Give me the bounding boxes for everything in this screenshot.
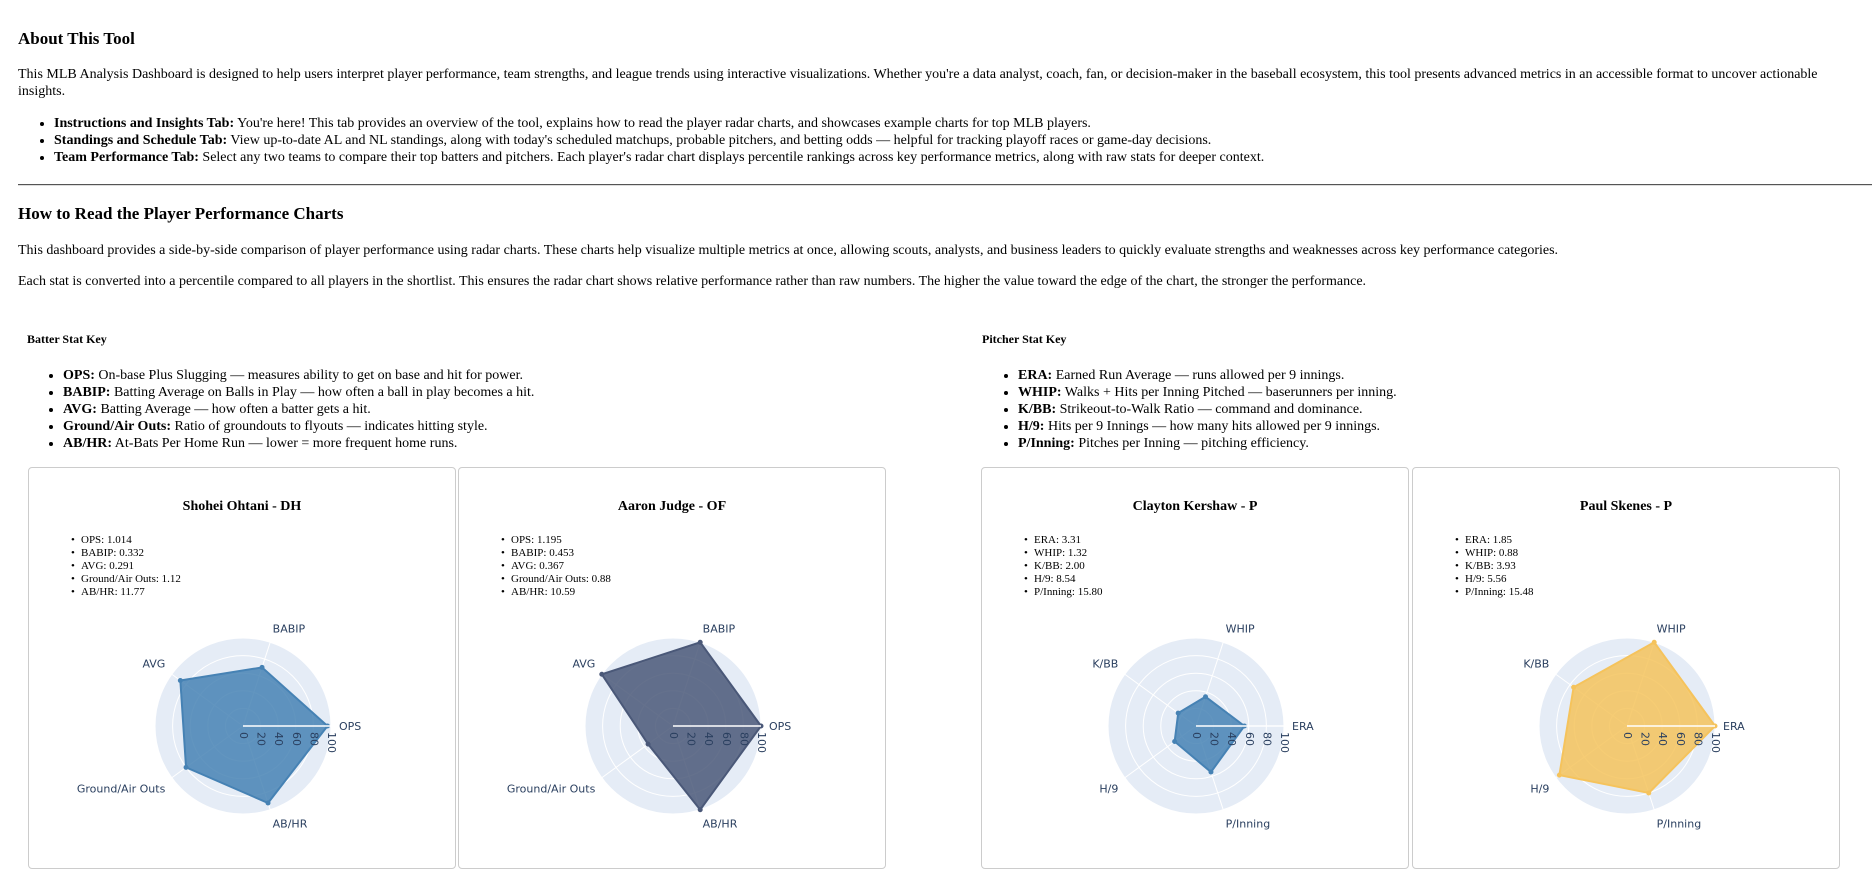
key-text: Hits per 9 Innings — how many hits allowed per 9 innings. xyxy=(1044,419,1381,434)
about-item-label: Standings and Schedule Tab: xyxy=(54,133,228,148)
angular-axis-label: H/9 xyxy=(1530,782,1550,796)
player-stats xyxy=(1453,534,1533,599)
radar-point xyxy=(1172,739,1177,744)
angular-axis-label: AVG xyxy=(572,657,596,671)
angular-axis-label: P/Inning xyxy=(1656,817,1702,831)
player-title: Aaron Judge - OF xyxy=(617,499,727,514)
angular-axis-label: K/BB xyxy=(1092,657,1119,671)
angular-axis-label: ERA xyxy=(1723,720,1745,733)
radar-chart[interactable] xyxy=(459,618,887,868)
radar-chart[interactable] xyxy=(982,618,1410,868)
radar-point xyxy=(1646,790,1651,795)
angular-axis-label: OPS xyxy=(339,720,362,733)
key-text: On-base Plus Slugging — measures ability to get on base and hit for power. xyxy=(94,368,523,383)
howto-title: How to Read the Player Performance Charts xyxy=(18,204,344,223)
angular-axis-label: WHIP xyxy=(1656,622,1686,636)
player-stat: • P/Inning: 15.80 xyxy=(1034,586,1102,599)
radial-tick-label: 80 xyxy=(737,732,751,746)
player-stat: • Ground/Air Outs: 1.12 xyxy=(81,573,181,586)
player-title: Paul Skenes - P xyxy=(1579,499,1673,514)
about-item-text: Select any two teams to compare their top batters and pitchers. Each player's radar chart displays percentile rankings across key performance metrics, along with raw stats for deeper context. xyxy=(198,150,1265,165)
radial-tick-label: 0 xyxy=(1190,732,1203,739)
key-label: AB/HR: xyxy=(63,436,112,451)
player-card-kershaw xyxy=(981,467,1409,869)
key-label: K/BB: xyxy=(1018,402,1057,417)
radar-point xyxy=(599,672,604,677)
radial-tick-label: 20 xyxy=(1207,732,1221,746)
radar-point xyxy=(178,678,183,683)
pitcher-key-item xyxy=(1018,401,1397,418)
player-stat: • BABIP: 0.453 xyxy=(511,547,611,560)
key-text: Pitches per Inning — pitching efficiency. xyxy=(1074,436,1309,451)
batter-key-list xyxy=(27,367,534,452)
radial-tick-label: 80 xyxy=(1691,732,1705,746)
about-item xyxy=(54,115,1264,132)
radial-tick-label: 60 xyxy=(1673,732,1687,746)
about-item xyxy=(54,149,1264,166)
radar-point xyxy=(266,800,271,805)
about-item xyxy=(54,132,1264,149)
radial-tick-label: 20 xyxy=(684,732,698,746)
player-stat: • WHIP: 1.32 xyxy=(1034,547,1102,560)
batter-key-title: Batter Stat Key xyxy=(27,332,107,346)
radial-tick-label: 20 xyxy=(254,732,268,746)
player-stat: • ERA: 3.31 xyxy=(1034,534,1102,547)
key-text: Strikeout-to-Walk Ratio — command and dominance. xyxy=(1056,402,1363,417)
player-stats xyxy=(69,534,181,599)
radar-point xyxy=(646,742,651,747)
player-stat: • OPS: 1.014 xyxy=(81,534,181,547)
pitcher-key-item xyxy=(1018,435,1397,452)
key-label: OPS: xyxy=(63,368,95,383)
radar-point xyxy=(1176,711,1181,716)
radial-tick-label: 60 xyxy=(719,732,733,746)
angular-axis-label: AVG xyxy=(142,657,166,671)
key-text: Batting Average — how often a batter gets a hit. xyxy=(96,402,371,417)
radial-tick-label: 100 xyxy=(325,732,338,753)
about-list xyxy=(18,115,1264,166)
radar-chart[interactable] xyxy=(29,618,457,868)
angular-axis-label: BABIP xyxy=(272,622,306,636)
radial-tick-label: 20 xyxy=(1638,732,1652,746)
radial-tick-label: 100 xyxy=(755,732,768,753)
radar-point xyxy=(1652,640,1657,645)
player-title: Shohei Ohtani - DH xyxy=(182,499,302,514)
player-stat: • AB/HR: 11.77 xyxy=(81,586,181,599)
player-stat: • AB/HR: 10.59 xyxy=(511,586,611,599)
batter-key-item xyxy=(63,435,534,452)
about-item-text: View up-to-date AL and NL standings, along with today's scheduled matchups, probable pitchers, and betting odds — helpful for tracking playoff races or game-day decisions. xyxy=(227,133,1212,148)
radial-tick-label: 40 xyxy=(1656,732,1670,746)
player-stat: • WHIP: 0.88 xyxy=(1465,547,1533,560)
player-card-skenes xyxy=(1412,467,1840,869)
radar-point xyxy=(698,807,703,812)
key-label: P/Inning: xyxy=(1018,436,1075,451)
radial-tick-label: 40 xyxy=(702,732,716,746)
player-stat: • H/9: 5.56 xyxy=(1465,573,1533,586)
howto-paragraph-1: This dashboard provides a side-by-side comparison of player performance using radar charts. These charts help visualize multiple metrics at once, allowing scouts, analysts, and business leaders to quickly evaluate strengths and weaknesses across key performance categories. xyxy=(18,243,1559,258)
radar-point xyxy=(1557,773,1562,778)
angular-axis-label: WHIP xyxy=(1225,622,1255,636)
batter-key-item xyxy=(63,418,534,435)
key-text: Walks + Hits per Inning Pitched — baserunners per inning. xyxy=(1061,385,1397,400)
radial-tick-label: 60 xyxy=(1242,732,1256,746)
radial-tick-label: 0 xyxy=(237,732,250,739)
about-item-label: Instructions and Insights Tab: xyxy=(54,116,235,131)
key-label: H/9: xyxy=(1018,419,1045,434)
player-stat: • H/9: 8.54 xyxy=(1034,573,1102,586)
section-divider xyxy=(18,184,1872,186)
angular-axis-label: Ground/Air Outs xyxy=(76,782,166,796)
player-stat: • OPS: 1.195 xyxy=(511,534,611,547)
radial-tick-label: 60 xyxy=(289,732,303,746)
radial-tick-label: 80 xyxy=(1260,732,1274,746)
angular-axis-label: K/BB xyxy=(1523,657,1550,671)
radar-chart[interactable] xyxy=(1413,618,1841,868)
batter-key-item xyxy=(63,401,534,418)
radar-point xyxy=(1571,685,1576,690)
player-stat: • AVG: 0.291 xyxy=(81,560,181,573)
key-text: Ratio of groundouts to flyouts — indicates hitting style. xyxy=(171,419,488,434)
player-stat: • ERA: 1.85 xyxy=(1465,534,1533,547)
about-paragraph: This MLB Analysis Dashboard is designed to help users interpret player performance, team strengths, and league trends using interactive visualizations. Whether you're a data analyst, coach, fan, or decision-maker in the baseball ecosystem, this tool presents advanced metrics in an accessible format to uncover actionable insights. xyxy=(18,67,1818,99)
angular-axis-label: ERA xyxy=(1292,720,1314,733)
player-stats xyxy=(1022,534,1102,599)
angular-axis-label: P/Inning xyxy=(1225,817,1271,831)
pitcher-key-item xyxy=(1018,384,1397,401)
howto-paragraph-2: Each stat is converted into a percentile compared to all players in the shortlist. This ensures the radar chart shows relative performance rather than raw numbers. The higher the value toward the edge of the chart, the stronger the performance. xyxy=(18,274,1367,289)
radial-tick-label: 0 xyxy=(667,732,680,739)
radial-tick-label: 40 xyxy=(272,732,286,746)
player-title: Clayton Kershaw - P xyxy=(1132,499,1258,514)
pitcher-key-item xyxy=(1018,418,1397,435)
player-stats xyxy=(499,534,611,599)
player-stat: • P/Inning: 15.48 xyxy=(1465,586,1533,599)
radar-point xyxy=(1208,770,1213,775)
key-label: BABIP: xyxy=(63,385,111,400)
radial-tick-label: 100 xyxy=(1278,732,1291,753)
radar-point xyxy=(260,665,265,670)
angular-axis-label: AB/HR xyxy=(702,817,738,831)
key-label: AVG: xyxy=(63,402,97,417)
radial-tick-label: 80 xyxy=(307,732,321,746)
player-card-judge xyxy=(458,467,886,869)
key-text: At-Bats Per Home Run — lower = more frequent home runs. xyxy=(112,436,458,451)
radar-point xyxy=(698,640,703,645)
pitcher-key-item xyxy=(1018,367,1397,384)
about-item-text: You're here! This tab provides an overview of the tool, explains how to read the player radar charts, and showcases example charts for top MLB players. xyxy=(234,116,1091,131)
key-label: Ground/Air Outs: xyxy=(63,419,172,434)
pitcher-key-list xyxy=(982,367,1397,452)
player-stat: • Ground/Air Outs: 0.88 xyxy=(511,573,611,586)
about-item-label: Team Performance Tab: xyxy=(54,150,199,165)
angular-axis-label: OPS xyxy=(769,720,792,733)
batter-key-item xyxy=(63,384,534,401)
angular-axis-label: BABIP xyxy=(702,622,736,636)
key-label: ERA: xyxy=(1018,368,1053,383)
radar-point xyxy=(184,765,189,770)
player-stat: • AVG: 0.367 xyxy=(511,560,611,573)
radar-point xyxy=(1203,694,1208,699)
player-stat: • BABIP: 0.332 xyxy=(81,547,181,560)
player-stat: • K/BB: 3.93 xyxy=(1465,560,1533,573)
about-title: About This Tool xyxy=(18,29,135,48)
pitcher-key-title: Pitcher Stat Key xyxy=(982,332,1067,346)
radial-tick-label: 40 xyxy=(1225,732,1239,746)
key-label: WHIP: xyxy=(1018,385,1062,400)
player-card-ohtani xyxy=(28,467,456,869)
player-stat: • K/BB: 2.00 xyxy=(1034,560,1102,573)
key-text: Batting Average on Balls in Play — how often a ball in play becomes a hit. xyxy=(110,385,535,400)
angular-axis-label: Ground/Air Outs xyxy=(506,782,596,796)
angular-axis-label: AB/HR xyxy=(272,817,308,831)
radial-tick-label: 100 xyxy=(1709,732,1722,753)
key-text: Earned Run Average — runs allowed per 9 innings. xyxy=(1052,368,1345,383)
radial-tick-label: 0 xyxy=(1621,732,1634,739)
batter-key-item xyxy=(63,367,534,384)
angular-axis-label: H/9 xyxy=(1099,782,1119,796)
